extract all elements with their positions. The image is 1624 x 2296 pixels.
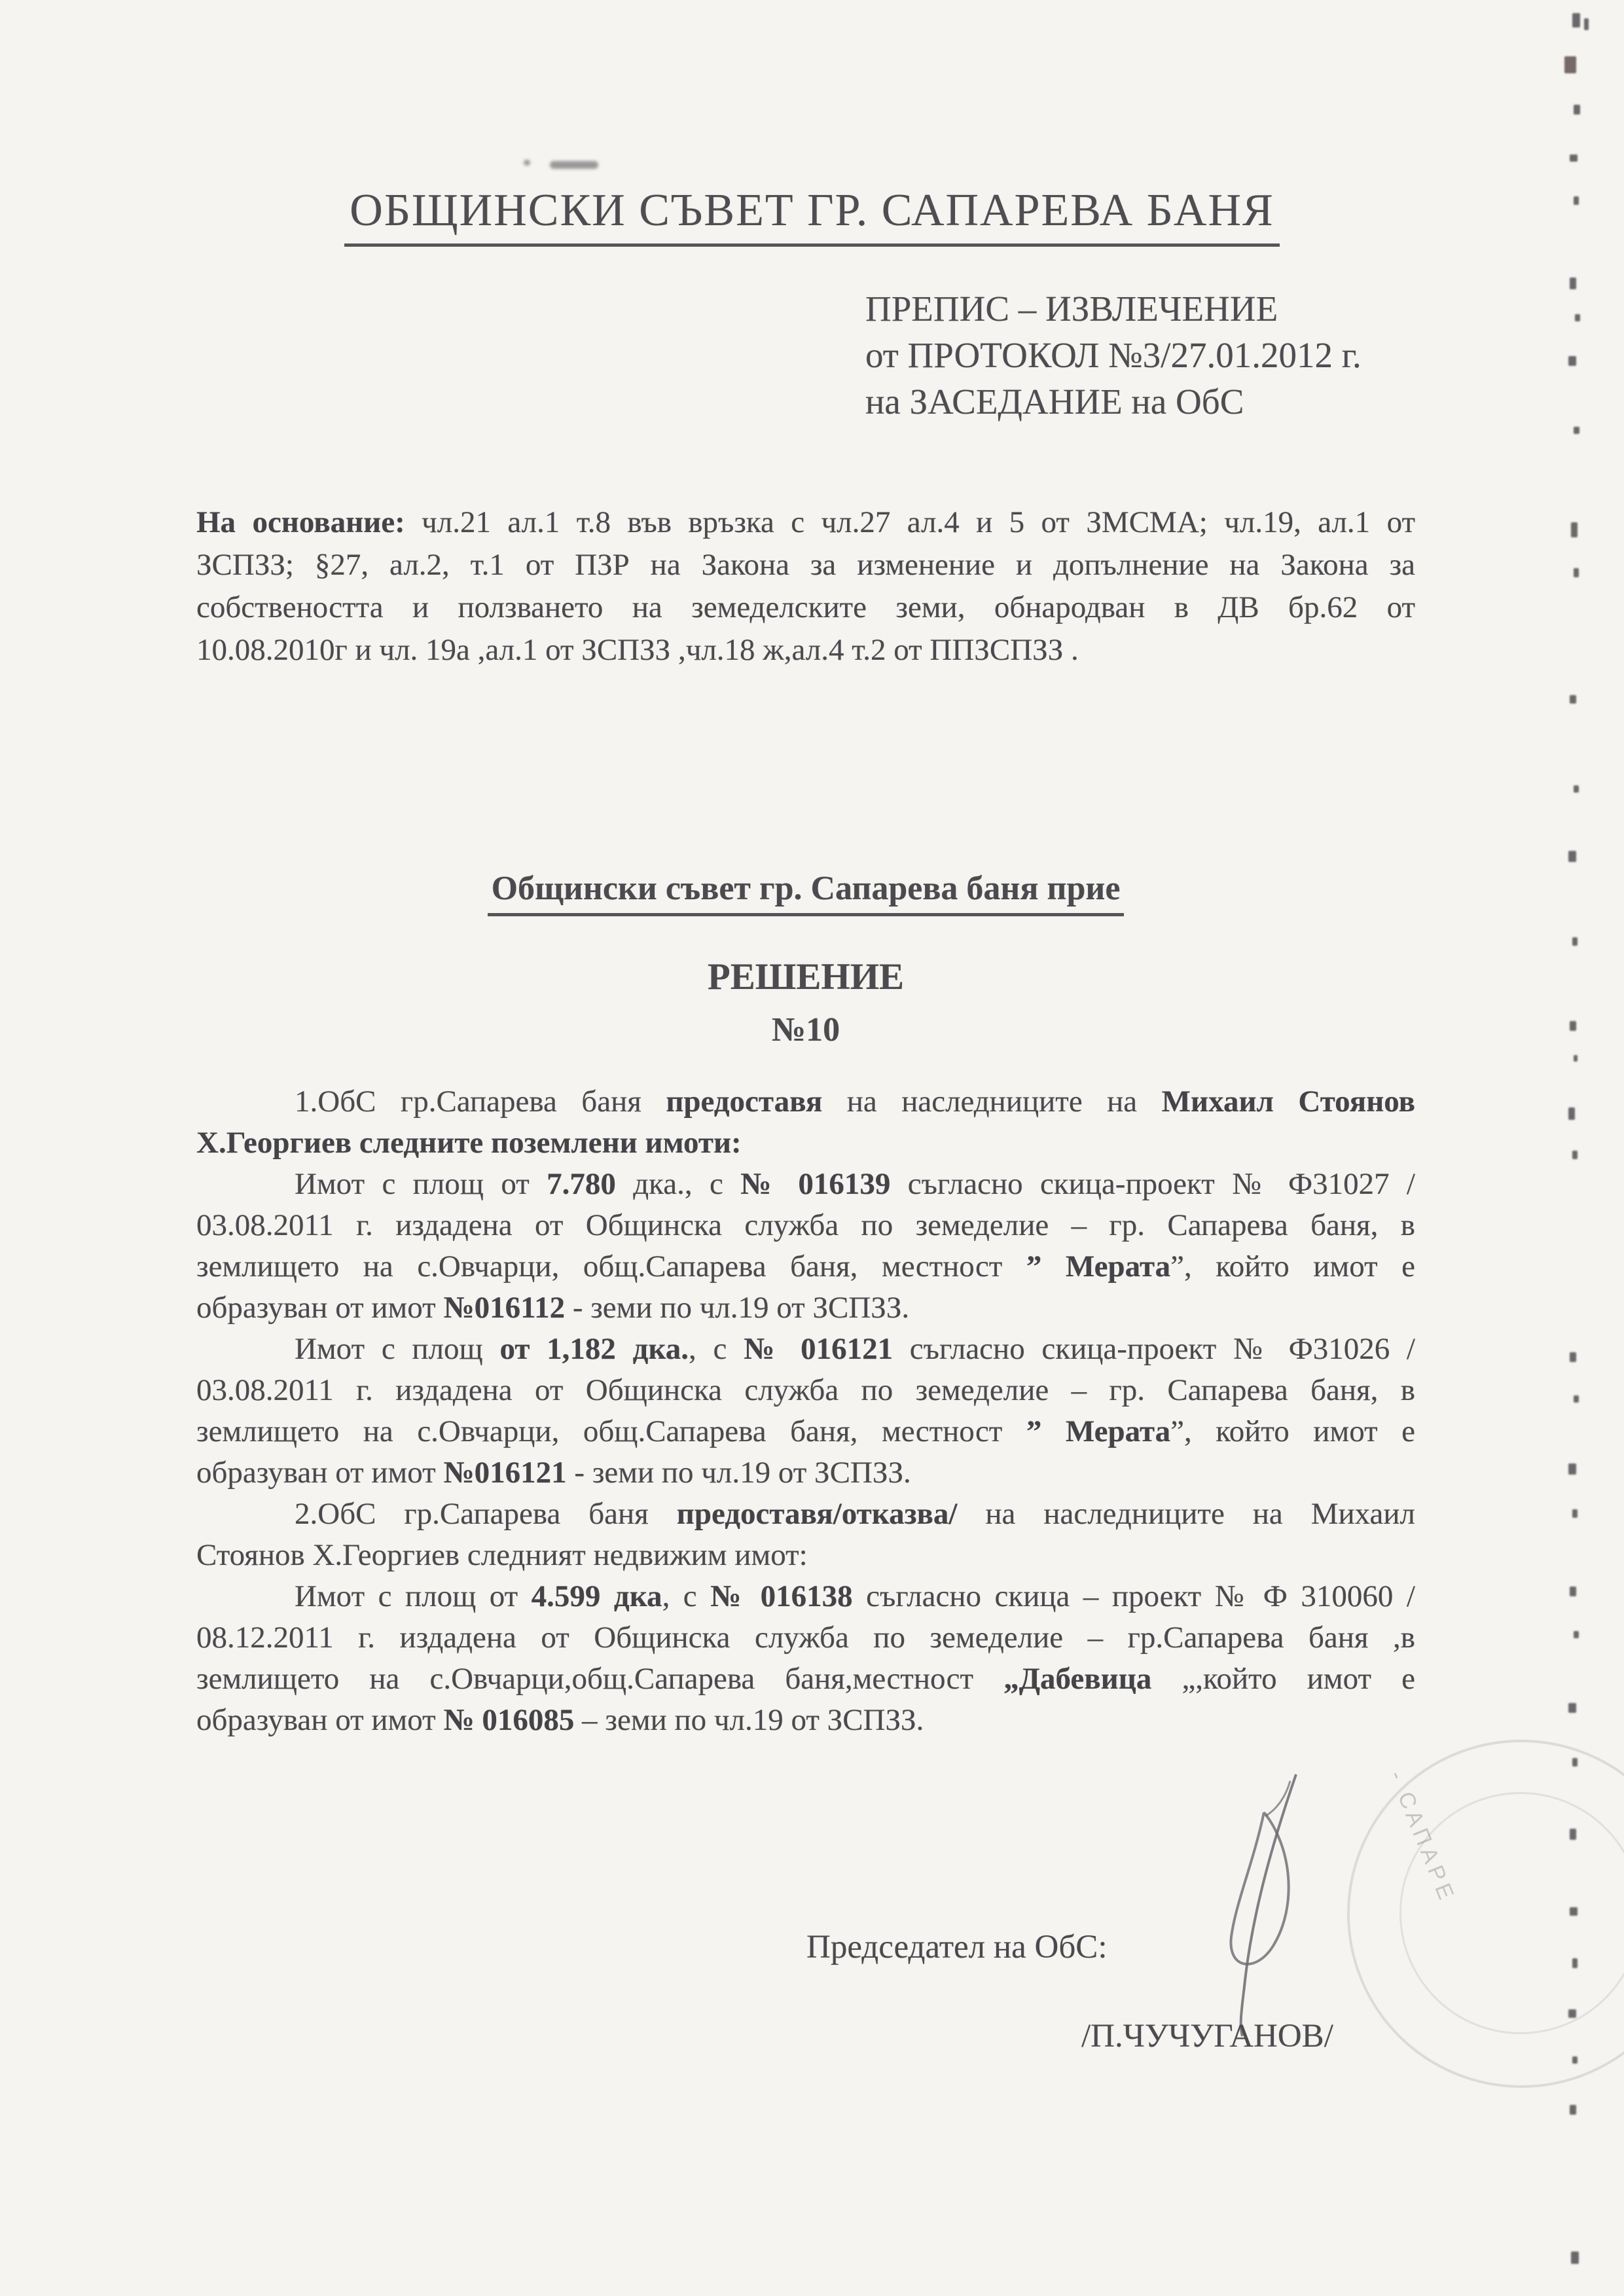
scan-artifact <box>1574 785 1579 793</box>
scan-artifact <box>1570 695 1576 704</box>
preamble-line: ПРЕПИС – ИЗВЛЕЧЕНИЕ <box>865 289 1278 329</box>
scan-artifact <box>1574 1395 1579 1403</box>
body-line: 1.ОбС гр.Сапарева баня предоставя на наследниците на Михаил Стоянов <box>295 1085 1415 1119</box>
body-line: образуван от имот № 016085 – земи по чл.19 от ЗСПЗЗ. <box>196 1703 924 1737</box>
body-line: 2.ОбС гр.Сапарева баня предоставя/отказва/ на наследниците на Михаил <box>295 1497 1415 1531</box>
body-line: 03.08.2011 г. издадена от Общинска служба по земеделие – гр. Сапарева баня, в <box>196 1208 1415 1242</box>
scan-artifact <box>1572 1151 1578 1159</box>
adoption-heading-row <box>196 869 1415 916</box>
scan-artifact <box>1574 105 1580 115</box>
scan-artifact <box>1568 356 1576 366</box>
scan-artifact <box>1570 1829 1576 1840</box>
scan-artifact <box>1572 1958 1578 1968</box>
scan-artifact <box>1570 154 1578 162</box>
scan-artifact <box>550 161 598 169</box>
scan-artifact <box>1575 314 1580 321</box>
body-line: Стоянов Х.Георгиев следният недвижим имот: <box>196 1538 808 1572</box>
scan-artifact <box>524 160 530 166</box>
body-line: землището на с.Овчарци,общ.Сапарева баня,местност „Дабевица „,който имот е <box>196 1662 1415 1696</box>
scan-artifact <box>1570 1587 1576 1596</box>
body-line: 03.08.2011 г. издадена от Общинска служба по земеделие – гр. Сапарева баня, в <box>196 1373 1415 1407</box>
signatory-name: /П.ЧУЧУГАНОВ/ <box>1081 2018 1333 2054</box>
scan-artifact <box>1568 1463 1576 1475</box>
scan-artifact <box>1572 13 1580 27</box>
preamble-block <box>865 285 1362 425</box>
body-line: 08.12.2011 г. издадена от Общинска служба по земеделие – гр.Сапарева баня ,в <box>196 1621 1415 1655</box>
preamble-line: на ЗАСЕДАНИЕ на ОбС <box>865 382 1244 422</box>
scan-artifact <box>1572 2056 1578 2064</box>
body-line: Имот с площ от 1,182 дка., с № 016121 съгласно скица-проект № Ф31026 / <box>295 1332 1415 1366</box>
body-line: Имот с площ от 7.780 дка., с № 016139 съгласно скица-проект № Ф31027 / <box>295 1167 1415 1201</box>
scan-artifact <box>1574 1055 1578 1062</box>
scan-artifact <box>1574 568 1579 577</box>
round-stamp-arc-text: - САПАРЕ <box>1384 1767 1460 1907</box>
legal-line: собствеността и ползването на земеделските земи, обнародван в ДВ бр.62 от <box>196 590 1415 624</box>
scan-artifact <box>1570 2105 1576 2115</box>
scan-artifact <box>1572 1758 1578 1767</box>
scan-artifact <box>1568 1703 1576 1713</box>
legal-line: На основание: чл.21 ал.1 т.8 във връзка с чл.27 ал.4 и 5 от ЗМСМА; чл.19, ал.1 от <box>196 505 1415 539</box>
scan-artifact <box>1570 278 1576 289</box>
legal-basis-paragraph <box>196 501 1415 672</box>
scan-artifact <box>1574 427 1579 434</box>
scan-artifact <box>1570 1907 1578 1916</box>
body-line: образуван от имот №016121 - земи по чл.19 от ЗСПЗЗ. <box>196 1456 911 1490</box>
body-line: землището на с.Овчарци, общ.Сапарева баня, местност ” Мерата”, който имот е <box>196 1249 1415 1283</box>
body-line: землището на с.Овчарци, общ.Сапарева баня, местност ” Мерата”, който имот е <box>196 1414 1415 1448</box>
scan-artifact <box>1572 1509 1578 1518</box>
scan-artifact <box>1571 522 1578 537</box>
body-line: Х.Георгиев следните поземлени имоти: <box>196 1126 742 1160</box>
decision-number: №10 <box>771 1011 840 1049</box>
body-line: Имот с площ от 4.599 дка, с № 016138 съгласно скица – проект № Ф 310060 / <box>295 1579 1415 1613</box>
scan-artifact <box>1568 851 1576 862</box>
document-title: ОБЩИНСКИ СЪВЕТ ГР. САПАРЕВА БАНЯ <box>344 185 1279 247</box>
scan-artifact <box>1574 196 1579 205</box>
preamble-line: от ПРОТОКОЛ №3/27.01.2012 г. <box>865 335 1362 375</box>
decision-label: РЕШЕНИЕ <box>707 956 905 997</box>
chairman-label: Председател на ОбС: <box>806 1929 1108 1965</box>
handwritten-signature <box>1136 1770 1339 2039</box>
decision-body <box>196 1081 1415 1741</box>
scan-artifact <box>1570 1352 1576 1362</box>
scan-artifact <box>1568 1107 1575 1120</box>
legal-line: 10.08.2010г и чл. 19а ,ал.1 от ЗСПЗЗ ,чл.18 ж,ал.4 т.2 от ППЗСПЗЗ . <box>196 633 1079 667</box>
body-line: образуван от имот №016112 - земи по чл.19 от ЗСПЗЗ. <box>196 1291 910 1325</box>
scan-artifact <box>1584 18 1589 30</box>
legal-line: ЗСПЗЗ; §27, ал.2, т.1 от ПЗР на Закона за изменение и допълнение на Закона за <box>196 548 1415 582</box>
scan-artifact <box>1564 56 1576 73</box>
adoption-heading: Общински съвет гр. Сапарева баня прие <box>488 869 1125 916</box>
document-title-row <box>0 185 1624 247</box>
scan-artifact <box>1572 937 1578 946</box>
scan-artifact <box>1570 1021 1576 1031</box>
scan-artifact <box>1571 2251 1579 2264</box>
scan-artifact <box>1568 2009 1576 2018</box>
scan-artifact <box>1574 1631 1579 1638</box>
